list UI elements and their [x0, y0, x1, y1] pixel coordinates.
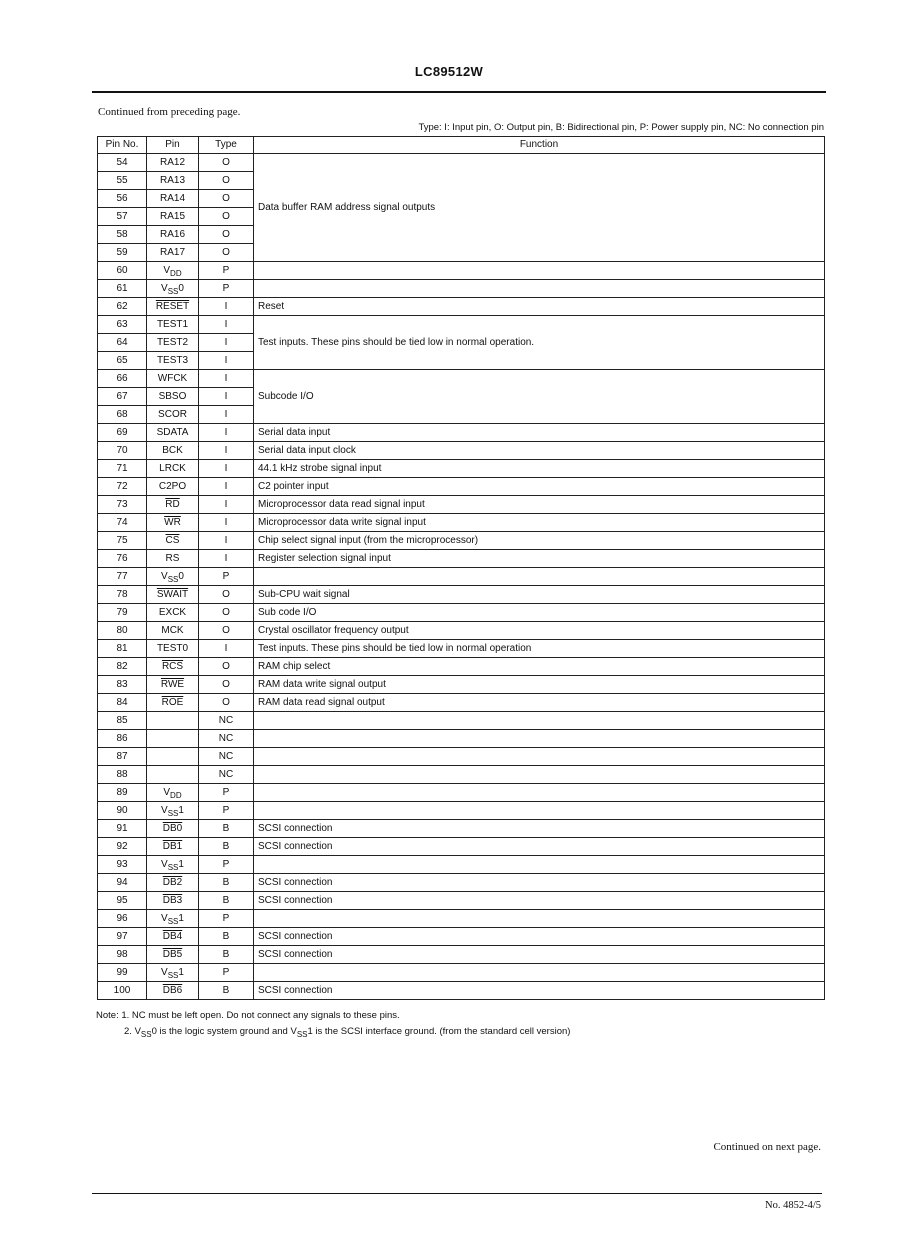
pin-function: 44.1 kHz strobe signal input [254, 460, 825, 478]
pin-type: P [199, 280, 254, 298]
pin-name [147, 172, 199, 190]
pin-type: O [199, 244, 254, 262]
pin-name-text: EXCK [158, 607, 187, 618]
table-row [98, 928, 825, 946]
pin-name [147, 298, 199, 316]
pin-type: NC [199, 730, 254, 748]
pin-type: P [199, 856, 254, 874]
pin-type: B [199, 820, 254, 838]
pin-name [147, 262, 199, 280]
pin-name-text: RA17 [159, 247, 185, 258]
pin-function: SCSI connection [254, 946, 825, 964]
continued-next-text: Continued on next page. [713, 1141, 821, 1153]
pin-name-text: DB5 [162, 949, 183, 960]
pin-name [147, 586, 199, 604]
note-2-number: 2. [124, 1026, 132, 1037]
pin-type: O [199, 676, 254, 694]
pin-name [147, 406, 199, 424]
pin-function [254, 568, 825, 586]
pin-name-suffix: 1 [178, 859, 184, 870]
pin-name [147, 352, 199, 370]
table-row [98, 262, 825, 280]
pin-name [147, 982, 199, 1000]
pin-name-text: RA16 [159, 229, 185, 240]
pin-function [254, 280, 825, 298]
pin-function [254, 262, 825, 280]
pin-number: 92 [98, 838, 147, 856]
footer-rule [92, 1193, 822, 1194]
pin-function: Test inputs. These pins should be tied low in normal operation [254, 640, 825, 658]
pin-function: SCSI connection [254, 928, 825, 946]
pin-name [147, 658, 199, 676]
pin-type: O [199, 694, 254, 712]
table-row [98, 784, 825, 802]
pin-type: O [199, 586, 254, 604]
pin-name [147, 820, 199, 838]
table-row [98, 640, 825, 658]
pin-name-text: WFCK [157, 373, 188, 384]
pin-type: I [199, 532, 254, 550]
type-legend: Type: I: Input pin, O: Output pin, B: Bidirectional pin, P: Power supply pin, NC: No connection pin [418, 122, 824, 133]
pin-name-text: SWAIT [156, 589, 189, 600]
pin-name-suffix: 1 [178, 805, 184, 816]
pin-name-text: DB2 [162, 877, 183, 888]
pin-type: O [199, 190, 254, 208]
pin-number: 74 [98, 514, 147, 532]
pin-number: 59 [98, 244, 147, 262]
pin-type: I [199, 388, 254, 406]
pin-function: Serial data input clock [254, 442, 825, 460]
pin-number: 93 [98, 856, 147, 874]
pin-name [147, 622, 199, 640]
pin-number: 87 [98, 748, 147, 766]
note-2 [96, 1024, 570, 1040]
pin-name-text: $\overline{RWE}$ [160, 679, 185, 690]
pin-number: 78 [98, 586, 147, 604]
pin-name-text: RS [165, 553, 180, 564]
pin-function: Subcode I/O [254, 370, 825, 424]
pin-name-text: RA14 [159, 193, 185, 204]
table-row [98, 658, 825, 676]
pin-type: I [199, 334, 254, 352]
pin-name-text: C2PO [158, 481, 187, 492]
pin-type: I [199, 496, 254, 514]
pin-name [147, 766, 199, 784]
pin-type: O [199, 658, 254, 676]
pin-number: 63 [98, 316, 147, 334]
pin-type: I [199, 370, 254, 388]
table-row [98, 676, 825, 694]
pin-name [147, 748, 199, 766]
pin-number: 67 [98, 388, 147, 406]
pin-name [147, 370, 199, 388]
pin-name [147, 442, 199, 460]
pin-type: B [199, 874, 254, 892]
pin-type: I [199, 424, 254, 442]
pin-function: RAM data write signal output [254, 676, 825, 694]
pin-function: SCSI connection [254, 874, 825, 892]
page-title: LC89512W [414, 64, 484, 79]
pin-name-text: V [163, 787, 171, 798]
pin-name [147, 910, 199, 928]
pin-name-text: BCK [162, 445, 183, 456]
pin-name [147, 280, 199, 298]
pin-function: Data buffer RAM address signal outputs [254, 154, 825, 262]
header-function: Function [254, 137, 825, 154]
pin-name [147, 874, 199, 892]
table-row [98, 424, 825, 442]
pin-name [147, 712, 199, 730]
note-label: Note: [96, 1010, 119, 1021]
pin-function: Microprocessor data read signal input [254, 496, 825, 514]
pin-type: NC [199, 766, 254, 784]
pin-number: 68 [98, 406, 147, 424]
document-number: No. 4852-4/5 [765, 1200, 821, 1211]
table-row [98, 946, 825, 964]
pin-name [147, 964, 199, 982]
pin-number: 79 [98, 604, 147, 622]
table-row [98, 820, 825, 838]
pin-name [147, 460, 199, 478]
pin-type: P [199, 784, 254, 802]
pin-function: SCSI connection [254, 892, 825, 910]
pin-type: O [199, 604, 254, 622]
pin-type: I [199, 442, 254, 460]
pin-function [254, 802, 825, 820]
pin-name [147, 190, 199, 208]
pin-function [254, 784, 825, 802]
header-pin: Pin [147, 137, 199, 154]
table-row [98, 514, 825, 532]
pin-type: P [199, 964, 254, 982]
pin-name [147, 784, 199, 802]
pin-name-suffix: 1 [178, 967, 184, 978]
header-type: Type [199, 137, 254, 154]
pin-function: Crystal oscillator frequency output [254, 622, 825, 640]
pin-name-subscript: DD [170, 269, 182, 278]
pin-type: NC [199, 748, 254, 766]
continued-from-text: Continued from preceding page. [98, 106, 241, 118]
pin-type: O [199, 172, 254, 190]
pin-name [147, 244, 199, 262]
pin-number: 65 [98, 352, 147, 370]
pin-function: RAM chip select [254, 658, 825, 676]
pin-name-text: TEST1 [156, 319, 189, 330]
table-row [98, 478, 825, 496]
pin-type: O [199, 154, 254, 172]
pin-function [254, 730, 825, 748]
pin-function [254, 766, 825, 784]
table-row [98, 748, 825, 766]
table-row [98, 856, 825, 874]
pin-number: 64 [98, 334, 147, 352]
pin-type: I [199, 550, 254, 568]
pin-name-text: RESET [155, 301, 190, 312]
pin-name [147, 334, 199, 352]
note-2-v: V [134, 1026, 141, 1037]
table-row [98, 442, 825, 460]
pin-function [254, 748, 825, 766]
pin-function: Sub-CPU wait signal [254, 586, 825, 604]
pin-name [147, 838, 199, 856]
table-row [98, 910, 825, 928]
pin-function: SCSI connection [254, 982, 825, 1000]
table-row [98, 316, 825, 334]
table-row [98, 838, 825, 856]
pin-name-text: RA15 [159, 211, 185, 222]
pin-type: B [199, 928, 254, 946]
table-row [98, 154, 825, 172]
pin-number: 85 [98, 712, 147, 730]
pin-name-text: V [163, 265, 171, 276]
table-row [98, 550, 825, 568]
table-row [98, 496, 825, 514]
pin-name [147, 496, 199, 514]
pin-name [147, 604, 199, 622]
pin-function: SCSI connection [254, 820, 825, 838]
pin-name-subscript: SS [167, 575, 179, 584]
pin-function [254, 712, 825, 730]
pin-number: 84 [98, 694, 147, 712]
pin-function: RAM data read signal output [254, 694, 825, 712]
pin-number: 54 [98, 154, 147, 172]
table-row [98, 874, 825, 892]
table-row [98, 586, 825, 604]
pin-name-text: TEST2 [156, 337, 189, 348]
table-row [98, 568, 825, 586]
pin-name [147, 694, 199, 712]
pin-name [147, 568, 199, 586]
pin-name-subscript: SS [167, 917, 179, 926]
pin-number: 62 [98, 298, 147, 316]
pin-name [147, 640, 199, 658]
table-row [98, 982, 825, 1000]
pin-name-text: SBSO [158, 391, 187, 402]
pin-name-text: $\overline{RCS}$ [161, 661, 184, 672]
pin-type: B [199, 892, 254, 910]
pin-number: 61 [98, 280, 147, 298]
pin-type: I [199, 478, 254, 496]
pin-name [147, 550, 199, 568]
pin-name [147, 226, 199, 244]
header-rule [92, 91, 826, 93]
pin-name [147, 478, 199, 496]
pin-name-text: V [161, 571, 168, 582]
table-row [98, 766, 825, 784]
pin-number: 80 [98, 622, 147, 640]
pin-type: I [199, 460, 254, 478]
pin-name-text: DB4 [162, 931, 183, 942]
pin-type: I [199, 406, 254, 424]
pin-number: 71 [98, 460, 147, 478]
note-2-sub-2: SS [296, 1030, 308, 1039]
table-row [98, 892, 825, 910]
pin-number: 73 [98, 496, 147, 514]
pin-function: Microprocessor data write signal input [254, 514, 825, 532]
table-row [98, 298, 825, 316]
pin-number: 88 [98, 766, 147, 784]
pin-name-subscript: SS [167, 971, 179, 980]
pin-name-text: SDATA [156, 427, 189, 438]
pin-number: 99 [98, 964, 147, 982]
pin-function [254, 964, 825, 982]
pin-type: I [199, 352, 254, 370]
pin-number: 97 [98, 928, 147, 946]
pin-number: 77 [98, 568, 147, 586]
pin-name [147, 208, 199, 226]
pin-name-suffix: 0 [178, 283, 184, 294]
pin-function: Chip select signal input (from the microprocessor) [254, 532, 825, 550]
pin-type: P [199, 568, 254, 586]
pin-name [147, 928, 199, 946]
pin-type: P [199, 802, 254, 820]
pin-number: 72 [98, 478, 147, 496]
table-row [98, 532, 825, 550]
pin-name [147, 946, 199, 964]
pin-number: 60 [98, 262, 147, 280]
pin-name-text: RA13 [159, 175, 185, 186]
table-row [98, 622, 825, 640]
pin-type: NC [199, 712, 254, 730]
pin-number: 100 [98, 982, 147, 1000]
pin-number: 98 [98, 946, 147, 964]
table-row [98, 604, 825, 622]
pin-number: 66 [98, 370, 147, 388]
pin-function: Sub code I/O [254, 604, 825, 622]
pin-name-text: RA12 [159, 157, 185, 168]
pin-type: I [199, 640, 254, 658]
pin-name-text: LRCK [159, 463, 186, 474]
pin-type: O [199, 208, 254, 226]
pin-name-text: V [161, 913, 168, 924]
pin-type: B [199, 946, 254, 964]
pin-function: Test inputs. These pins should be tied low in normal operation. [254, 316, 825, 370]
pin-name-text: V [161, 805, 168, 816]
pin-name [147, 514, 199, 532]
pin-name-text: DB0 [162, 823, 183, 834]
pin-number: 58 [98, 226, 147, 244]
pin-number: 90 [98, 802, 147, 820]
pin-name-text: DB1 [162, 841, 183, 852]
pin-name [147, 424, 199, 442]
pin-number: 56 [98, 190, 147, 208]
pin-type: P [199, 262, 254, 280]
table-row [98, 712, 825, 730]
table-row [98, 694, 825, 712]
pin-table-body [98, 154, 825, 1000]
table-row [98, 460, 825, 478]
pin-number: 55 [98, 172, 147, 190]
pin-table [97, 136, 825, 1000]
note-2-sub-1: SS [140, 1030, 152, 1039]
pin-number: 82 [98, 658, 147, 676]
note-1-text: 1. NC must be left open. Do not connect any signals to these pins. [121, 1010, 400, 1021]
pin-number: 57 [98, 208, 147, 226]
pin-name-text: $\overline{CS}$ [165, 535, 180, 546]
pin-function: SCSI connection [254, 838, 825, 856]
pin-number: 94 [98, 874, 147, 892]
pin-name-subscript: SS [167, 287, 179, 296]
pin-name-text: DB3 [162, 895, 183, 906]
note-2-mid: 0 is the logic system ground and V [151, 1026, 297, 1037]
pin-name [147, 802, 199, 820]
pin-type: B [199, 982, 254, 1000]
table-row [98, 280, 825, 298]
pin-type: P [199, 910, 254, 928]
table-row [98, 802, 825, 820]
note-2-end: 1 is the SCSI interface ground. (from the standard cell version) [307, 1026, 571, 1037]
pin-name [147, 856, 199, 874]
pin-name-text: DB6 [162, 985, 183, 996]
pin-name-suffix: 1 [178, 913, 184, 924]
table-header-row [98, 137, 825, 154]
pin-function: Register selection signal input [254, 550, 825, 568]
pin-name-text: V [161, 859, 168, 870]
pin-number: 91 [98, 820, 147, 838]
header-pin-no: Pin No. [98, 137, 147, 154]
pin-number: 75 [98, 532, 147, 550]
pin-number: 69 [98, 424, 147, 442]
pin-function [254, 910, 825, 928]
pin-type: O [199, 622, 254, 640]
pin-name-text: MCK [161, 625, 184, 636]
pin-name [147, 532, 199, 550]
pin-number: 95 [98, 892, 147, 910]
pin-name [147, 388, 199, 406]
pin-name-text: $\overline{WR}$ [164, 517, 181, 528]
pin-function: Serial data input [254, 424, 825, 442]
pin-type: O [199, 226, 254, 244]
pin-function [254, 856, 825, 874]
pin-number: 96 [98, 910, 147, 928]
pin-number: 70 [98, 442, 147, 460]
table-row [98, 964, 825, 982]
table-row [98, 370, 825, 388]
pin-name [147, 730, 199, 748]
pin-function: Reset [254, 298, 825, 316]
pin-name-text: TEST0 [156, 643, 189, 654]
pin-name-text: $\overline{RD}$ [165, 499, 180, 510]
pin-type: I [199, 316, 254, 334]
pin-number: 76 [98, 550, 147, 568]
notes [96, 1008, 570, 1040]
pin-number: 89 [98, 784, 147, 802]
pin-name [147, 316, 199, 334]
pin-number: 86 [98, 730, 147, 748]
pin-name-subscript: SS [167, 863, 179, 872]
pin-number: 83 [98, 676, 147, 694]
pin-type: B [199, 838, 254, 856]
pin-type: I [199, 514, 254, 532]
pin-number: 81 [98, 640, 147, 658]
pin-name [147, 892, 199, 910]
pin-name-text: V [161, 967, 168, 978]
note-1 [96, 1008, 570, 1024]
pin-name-subscript: DD [170, 791, 182, 800]
pin-type: I [199, 298, 254, 316]
pin-name-subscript: SS [167, 809, 179, 818]
table-row [98, 730, 825, 748]
pin-name-text: $\overline{ROE}$ [161, 697, 184, 708]
pin-function: C2 pointer input [254, 478, 825, 496]
pin-name-text: V [161, 283, 168, 294]
pin-name-suffix: 0 [178, 571, 184, 582]
pin-name [147, 676, 199, 694]
pin-name [147, 154, 199, 172]
pin-name-text: TEST3 [156, 355, 189, 366]
pin-name-text: SCOR [158, 409, 187, 420]
